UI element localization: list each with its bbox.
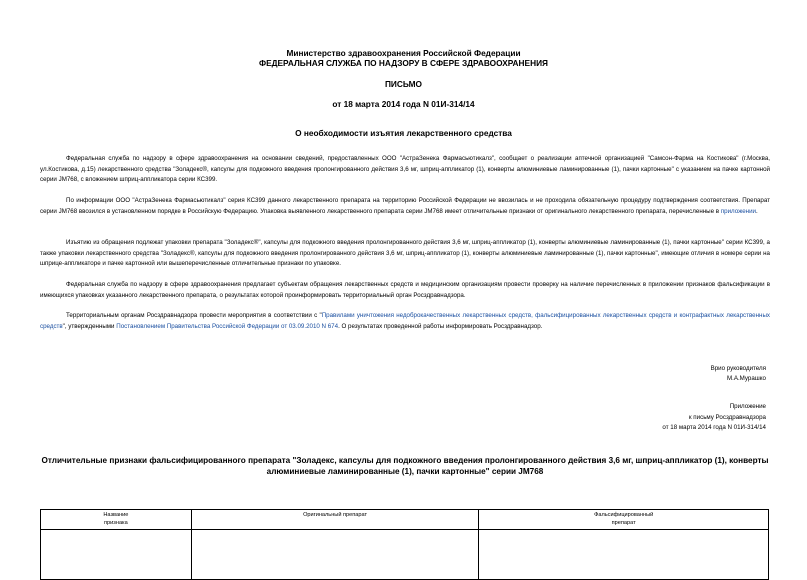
paragraph-5-end: . О результатах проведенной работы информировать Росздравнадзор. [338, 322, 543, 330]
table-cell [479, 530, 769, 580]
document-date-number: от 18 марта 2014 года N 01И-314/14 [332, 99, 475, 109]
appendix-date: от 18 марта 2014 года N 01И-314/14 [662, 424, 766, 431]
paragraph-2 [40, 196, 770, 217]
table-cell [191, 530, 479, 580]
signature-name: М.А.Мурашко [726, 375, 766, 382]
appendix-label: Приложение [729, 403, 766, 410]
table-header-row [41, 510, 769, 530]
ministry-name: Министерство здравоохранения Российской Федерации [286, 48, 521, 58]
paragraph-5 [40, 311, 770, 332]
service-name: ФЕДЕРАЛЬНАЯ СЛУЖБА ПО НАДЗОРУ В СФЕРЕ ЗДРАВООХРАНЕНИЯ [259, 58, 548, 68]
government-decree-link[interactable]: Постановлением Правительства Российской Федерации от 03.09.2010 N 674 [116, 322, 339, 330]
paragraph-1: Федеральная служба по надзору в сфере здравоохранения на основании сведений, предоставленных ООО "АстраЗенека Фармасьютикалз", сообщает о реализации аптечной организацией "Самсон-Фарма на Костикова" (г.Москва, ул.Костикова, д.15) лекарственного средства "Золадекс®, капсулы для подкожного введения пролонгированного действия 3,6 мг, шприц-аппликатор (1), конверты алюминиевые ламинированные (1), пачки картонные" с указанием на пачке картонной серии JM768, с вложением шприц-аппликатора серии КС399. [40, 155, 770, 183]
document-subject: О необходимости изъятия лекарственного средства [295, 128, 512, 138]
table-row [41, 530, 769, 580]
header-original: Оригинальный препарат [191, 510, 479, 530]
features-table [40, 509, 769, 580]
header-counterfeit: Фальсифицированный препарат [479, 510, 769, 530]
destruction-rules-link[interactable]: Правилами уничтожения недоброкачественных лекарственных средств, фальсифицированных лекарственных средств и контрафактных лекарственных средств [40, 312, 770, 330]
paragraph-2-text: По информации ООО "АстраЗенека Фармасьютикалз" серия КС399 данного лекарственного препарата на территорию Российской Федерации не ввозилась и не проходила обязательную процедуру подтверждения соответствия. Препарат серии JM768 ввозился в установленном порядке в Российскую Федерацию. Упаковка выявленного лекарственного препарата серии JM768 имеет отличительные признаки от оригинального лекарственного препарата, перечисленные в [40, 197, 770, 215]
header-feature-name: Название признака [41, 510, 192, 530]
signature-position: Врио руководителя [710, 365, 766, 372]
paragraph-5-start: Территориальным органам Росздравнадзора провести мероприятия в соответствии с " [66, 312, 322, 319]
appendix-link[interactable]: приложении [720, 207, 757, 215]
paragraph-3: Изъятию из обращения подлежат упаковки препарата "Золадекс®", капсулы для подкожного введения пролонгированного действия 3,6 мг, шприц-аппликатор (1), конверты алюминиевые ламинированные (1), пачки картонные" серии КС399, а также упаковки лекарственного средства "Золадекс®, капсулы для подкожного введения пролонгированного действия 3,6 мг, шприц-аппликатор (1), конверты алюминиевые ламинированные (1), пачки картонные", имеющие отличия в номере серии на шприце-аппликаторе и пачке картонной или вышеперечисленные отличительные признаки по упаковке. [40, 239, 770, 267]
document-type: ПИСЬМО [384, 79, 423, 89]
appendix-reference: к письму Росздравнадзора [688, 414, 766, 421]
paragraph-4: Федеральная служба по надзору в сфере здравоохранения предлагает субъектам обращения лекарственных средств и медицинским организациям провести проверку на наличие перечисленных в приложении признаков фальсификации в имеющихся упаковках указанного лекарственного препарата, о результатах которой проинформировать территориальный орган Росздравнадзора. [40, 281, 770, 299]
paragraph-5-mid: ", утвержденными [62, 322, 115, 330]
paragraph-2-end: . [756, 207, 758, 215]
appendix-title: Отличительные признаки фальсифицированного препарата "Золадекс, капсулы для подкожного введения пролонгированного действия 3,6 мг, шприц-аппликатор (1), конверты алюминиевые ламинированные (1), пачки картонные" серии JM768 [41, 456, 769, 476]
table-cell [41, 530, 192, 580]
